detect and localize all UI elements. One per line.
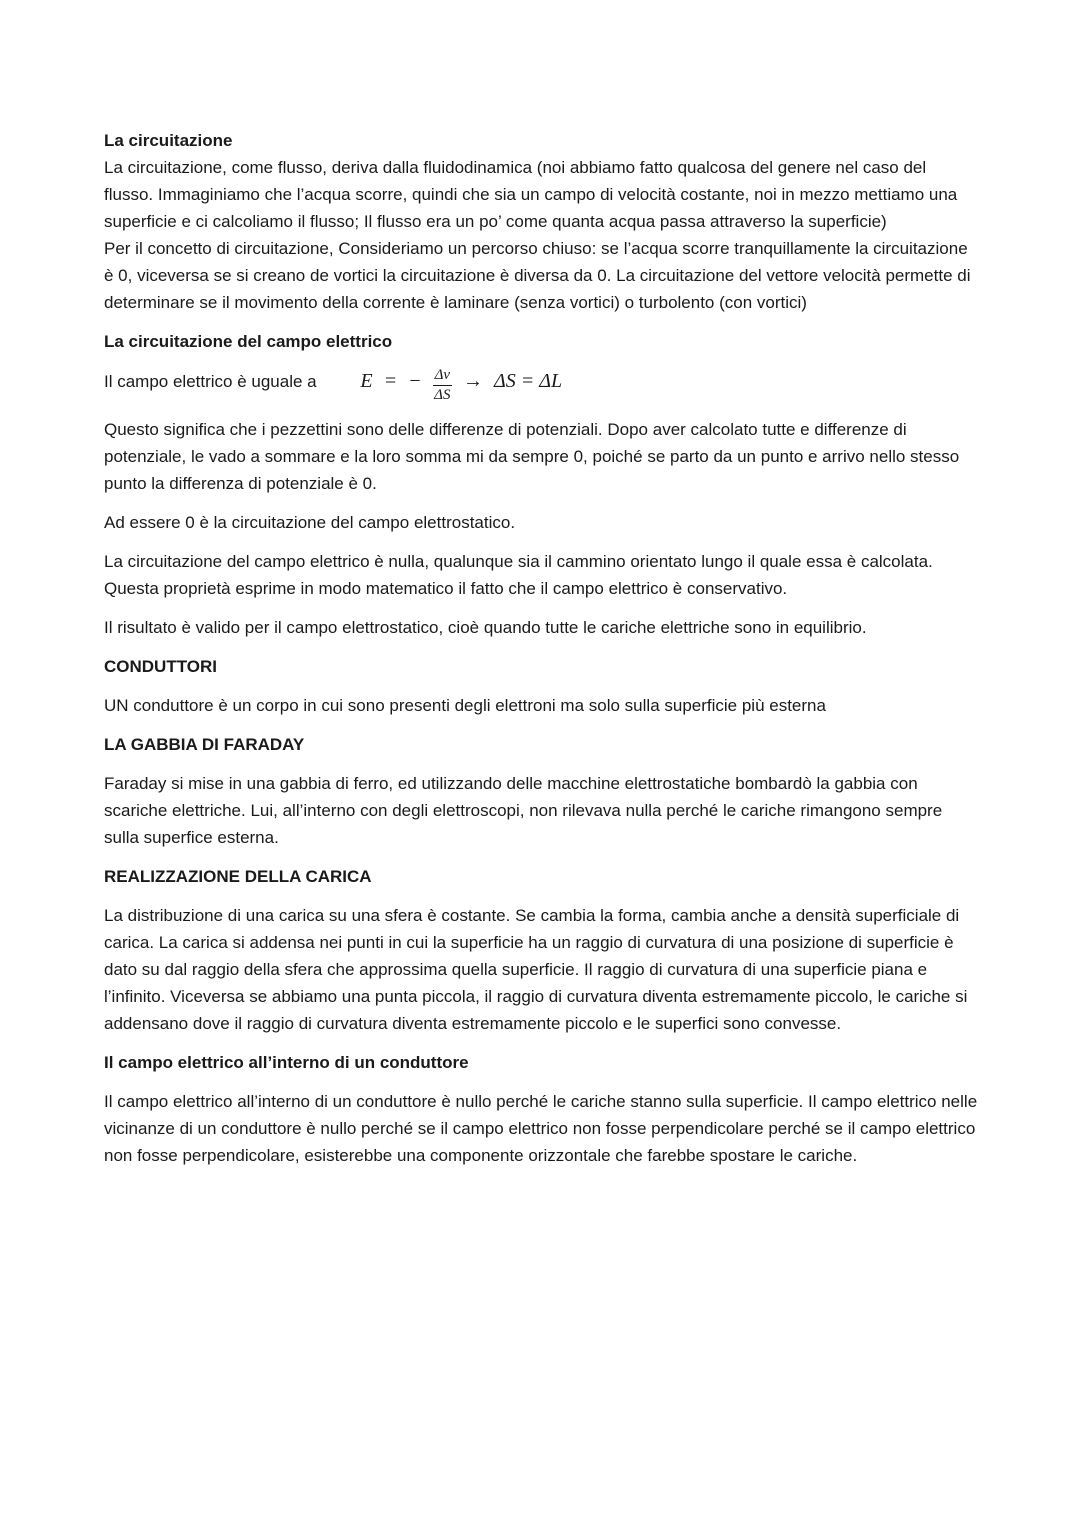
heading-conduttori: CONDUTTORI xyxy=(104,657,218,676)
heading-la-circuitazione: La circuitazione xyxy=(104,131,233,150)
paragraph-conduttore: UN conduttore è un corpo in cui sono presenti degli elettroni ma solo sulla superficie più esterna xyxy=(104,696,826,715)
paragraph-distribuzione-carica: La distribuzione di una carica su una sfera è costante. Se cambia la forma, cambia anche a densità superficiale di carica. La carica si addensa nei punti in cui la superficie ha un raggio di curvatura di una posizione di superficie è dato su dal raggio della sfera che approssima quella superficie. Il raggio di curvatura di una superficie piana e l’infinito. Viceversa se abbiamo una punta piccola, il raggio di curvatura diventa estremamente piccolo, le cariche si addensano dove il raggio di curvatura diventa estremamente piccolo e le superfici sono convesse. xyxy=(104,906,968,1033)
heading-campo-elettrico-interno: Il campo elettrico all’interno di un conduttore xyxy=(104,1053,469,1072)
formula-rhs: ΔS = ΔL xyxy=(494,370,563,392)
paragraph-faraday: Faraday si mise in una gabbia di ferro, ed utilizzando delle macchine elettrostatiche bombardò la gabbia con scariche elettriche. Lui, all’interno con degli elettroscopi, non rilevava nulla perché le cariche rimangono sempre sulla superfice esterna. xyxy=(104,774,943,847)
paragraph-ad-essere-zero: Ad essere 0 è la circuitazione del campo elettrostatico. xyxy=(104,513,516,532)
paragraph-campo-interno-nullo: Il campo elettrico all’interno di un conduttore è nullo perché le cariche stanno sulla superficie. Il campo elettrico nelle vicinanze di un conduttore è nullo perché se il campo elettrico non fosse perpendicolare perché se il campo elettrico non fosse perpendicolare, esisterebbe una componente orizzontale che farebbe spostare le cariche. xyxy=(104,1092,978,1165)
heading-gabbia-di-faraday: LA GABBIA DI FARADAY xyxy=(104,735,305,754)
formula-fraction xyxy=(433,367,452,404)
paragraph-circuitazione-text-1: La circuitazione, come flusso, deriva dalla fluidodinamica (noi abbiamo fatto qualcosa del genere nel caso del flusso. Immaginiamo che l’acqua scorre, quindi che sia un campo di velocità costante, noi in mezzo mettiamo una superficie e ci calcoliamo il flusso; Il flusso era un po’ come quanta acqua passa attraverso la superficie) xyxy=(104,158,958,231)
paragraph-differenze-di-potenziale: Questo significa che i pezzettini sono delle differenze di potenziali. Dopo aver calcolato tutte e differenze di potenziale, le vado a sommare e la loro somma mi da sempre 0, poiché se parto da un punto e arrivo nello stesso punto la differenza di potenziale è 0. xyxy=(104,420,960,493)
paragraph-la-circuitazione xyxy=(104,127,978,316)
formula-equals: = xyxy=(383,370,398,392)
formula-numerator: Δv xyxy=(433,367,452,386)
paragraph-circuitazione-text-2: Per il concetto di circuitazione, Consideriamo un percorso chiuso: se l’acqua scorre tranquillamente la circuitazione è 0, viceversa se si creano de vortici la circuitazione è diversa da 0. La circuitazione del vettore velocità permette di determinare se il movimento della corrente è laminare (senza vortici) o turbolento (con vortici) xyxy=(104,239,971,312)
heading-realizzazione-della-carica: REALIZZAZIONE DELLA CARICA xyxy=(104,867,372,886)
electric-field-formula xyxy=(357,367,565,403)
paragraph-risultato-valido: Il risultato è valido per il campo elettrostatico, cioè quando tutte le cariche elettriche sono in equilibrio. xyxy=(104,618,867,637)
formula-label: Il campo elettrico è uguale a xyxy=(104,372,317,391)
paragraph-circuitazione-nulla: La circuitazione del campo elettrico è nulla, qualunque sia il cammino orientato lungo il quale essa è calcolata. Questa proprietà esprime in modo matematico il fatto che il campo elettrico è conservativo. xyxy=(104,552,933,598)
document-body xyxy=(104,127,978,1169)
heading-circuitazione-campo-elettrico: La circuitazione del campo elettrico xyxy=(104,332,393,351)
formula-denominator: ΔS xyxy=(434,387,451,403)
formula-lhs: E xyxy=(360,370,373,392)
formula-paragraph xyxy=(104,367,978,404)
formula-arrow: → xyxy=(463,370,484,392)
formula-minus-sign: − xyxy=(408,370,422,392)
